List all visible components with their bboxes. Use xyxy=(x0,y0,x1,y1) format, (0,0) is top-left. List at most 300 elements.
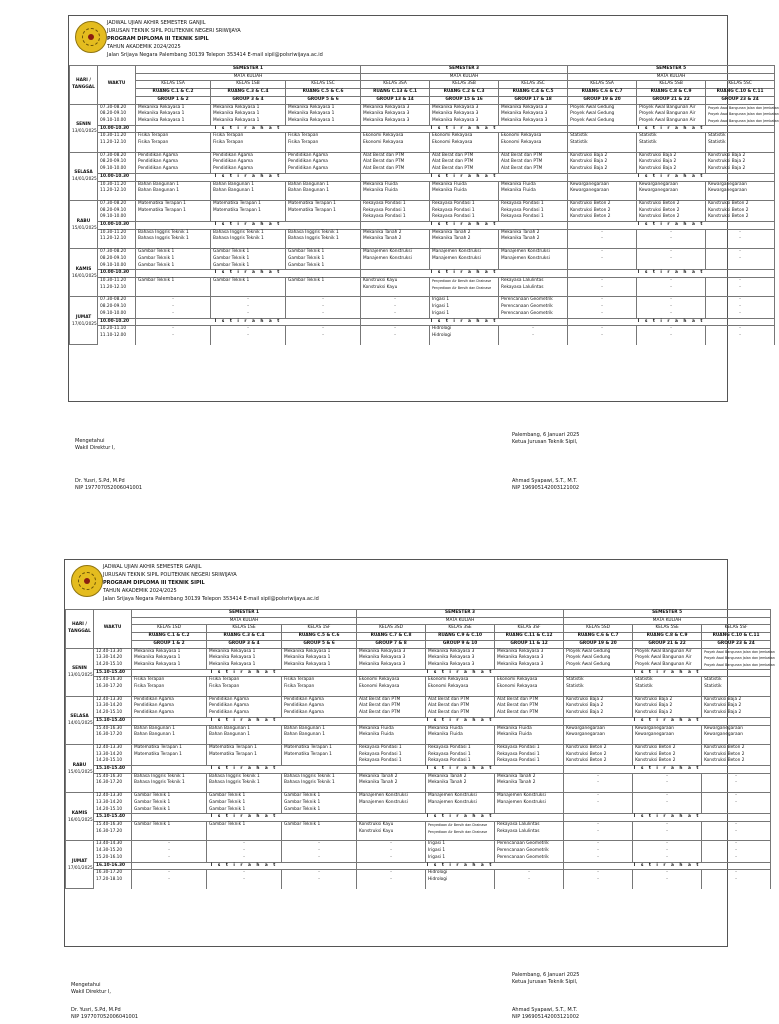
course-cell: - xyxy=(495,870,564,877)
course-cell: - xyxy=(564,877,633,884)
course-cell: Pendidikan Agama xyxy=(132,703,207,710)
course-cell: Konstruksi Kayu xyxy=(361,277,430,284)
course-cell: Alat Berat dan PTM xyxy=(499,166,568,173)
ruang-header: RUANG C.4 & C.5 xyxy=(499,89,568,97)
signature-right-name xyxy=(512,1007,579,1021)
ruang-header: RUANG C.2 & C.3 xyxy=(430,89,499,97)
course-cell: - xyxy=(702,821,771,828)
course-cell: Konstruksi Baja 2 xyxy=(633,696,702,703)
course-cell: Rekayasa Pondasi 1 xyxy=(430,200,499,207)
course-cell: - xyxy=(132,855,207,862)
course-cell: - xyxy=(211,311,286,318)
course-cell: Proyek Awal Gedung xyxy=(568,104,637,111)
schedule-row xyxy=(70,188,775,195)
course-cell: - xyxy=(207,848,282,855)
course-cell: Gambar Teknik 1 xyxy=(286,263,361,270)
kelas-header: KELAS 3SA xyxy=(361,81,430,89)
time-cell: 08.20-09.10 xyxy=(98,256,136,263)
break-time: 10.00-10.30 xyxy=(98,222,136,230)
kelas-header: KELAS 5SF xyxy=(702,625,771,633)
course-cell: Rekayasa Pondasi 1 xyxy=(426,744,495,751)
polsri-logo-icon xyxy=(71,565,103,597)
course-cell: Pendidikan Agama xyxy=(211,152,286,159)
semester-header: SEMESTER 1 xyxy=(136,66,361,74)
time-cell: 17.20-18.10 xyxy=(94,877,132,884)
course-cell: - xyxy=(568,285,637,292)
course-cell: Mekanika Rekayasa 3 xyxy=(361,104,430,111)
course-cell: - xyxy=(637,229,706,236)
schedule-row xyxy=(66,655,771,662)
course-cell: Proyek Awal Bangunan Jalan dan Jembatan xyxy=(706,118,775,125)
course-cell: Konstruksi Beton 2 xyxy=(702,752,771,759)
semester-header: SEMESTER 5 xyxy=(568,66,775,74)
course-cell: Alat Berat dan PTM xyxy=(361,159,430,166)
istirahat-row xyxy=(66,669,771,677)
break-time: 15.10-15.40 xyxy=(94,814,132,822)
time-cell: 09.10-10.00 xyxy=(98,118,136,125)
kelas-header: KELAS 1SF xyxy=(282,625,357,633)
spacer-cell xyxy=(207,884,282,889)
course-cell: - xyxy=(211,304,286,311)
course-cell: - xyxy=(282,848,357,855)
course-cell: - xyxy=(637,333,706,340)
header-line-1: JADWAL UJIAN AKHIR SEMESTER GANJIL xyxy=(103,564,202,570)
course-cell: Manajemen Konstruksi xyxy=(357,800,426,807)
time-cell: 15.20-16.10 xyxy=(94,855,132,862)
course-cell: Alat Berat dan PTM xyxy=(361,152,430,159)
course-cell: - xyxy=(357,855,426,862)
course-cell: - xyxy=(564,821,633,828)
time-cell: 16.30-17.20 xyxy=(94,829,132,836)
kelas-header: KELAS 3SC xyxy=(499,81,568,89)
course-cell: Perencanaan Geometrik xyxy=(495,848,564,855)
course-cell: Alat Berat dan PTM xyxy=(426,710,495,717)
day-date: 13/01/2025 xyxy=(68,673,93,679)
schedule-row xyxy=(66,684,771,691)
course-cell: Gambar Teknik 1 xyxy=(282,821,357,828)
course-cell: Konstruksi Baja 2 xyxy=(706,152,775,159)
course-cell: Mekanika Tanah 2 xyxy=(499,236,568,243)
wadir-name: Dr. Yusri, S.Pd, M.Pd xyxy=(71,1007,121,1013)
time-cell: 16.30-17.20 xyxy=(94,684,132,691)
course-cell: Statistik xyxy=(564,677,633,684)
group-header: GROUP 23 & 24 xyxy=(702,640,771,648)
course-cell: - xyxy=(706,326,775,333)
course-cell: Pendidikan Agama xyxy=(211,159,286,166)
course-cell: Pendidikan Agama xyxy=(207,696,282,703)
course-cell: Manajemen Konstruksi xyxy=(495,800,564,807)
course-cell: - xyxy=(361,333,430,340)
schedule-row xyxy=(66,829,771,836)
course-cell: Ekonomi Rekayasa xyxy=(495,677,564,684)
course-cell: Manajemen Konstruksi xyxy=(426,800,495,807)
course-cell: Konstruksi Beton 2 xyxy=(564,758,633,765)
course-cell: Pendidikan Agama xyxy=(282,703,357,710)
spacer-cell xyxy=(499,340,568,345)
time-cell: 14.20-15.10 xyxy=(94,710,132,717)
ruang-header: RUANG C.13 & C.1 xyxy=(361,89,430,97)
course-cell: Hidrologi xyxy=(426,870,495,877)
schedule-row xyxy=(66,744,771,751)
course-cell: Proyek Awal Gedung xyxy=(564,648,633,655)
course-cell xyxy=(286,214,361,221)
signature-right xyxy=(512,972,579,986)
course-cell: Mekanika Rekayasa 1 xyxy=(282,655,357,662)
course-cell: Konstruksi Baja 2 xyxy=(633,703,702,710)
spacer-cell xyxy=(132,884,207,889)
kelas-header: KELAS 1SB xyxy=(211,81,286,89)
day-name: RABU xyxy=(76,218,91,224)
day-date: 17/01/2025 xyxy=(68,865,93,871)
course-cell: Penyediaan Air Bersih dan Drainase xyxy=(430,277,499,284)
course-cell: Alat Berat dan PTM xyxy=(499,159,568,166)
course-cell: Mekanika Rekayasa 3 xyxy=(426,662,495,669)
day-cell xyxy=(66,696,94,744)
course-cell: Mekanika Rekayasa 3 xyxy=(426,655,495,662)
day-name: SELASA xyxy=(74,170,93,176)
course-cell: Konstruksi Baja 2 xyxy=(568,166,637,173)
course-cell: Gambar Teknik 1 xyxy=(282,800,357,807)
schedule-row xyxy=(70,249,775,256)
schedule-row xyxy=(70,297,775,304)
course-cell: Mekanika Rekayasa 1 xyxy=(136,111,211,118)
course-cell: Mekanika Rekayasa 1 xyxy=(286,104,361,111)
schedule-row xyxy=(70,111,775,118)
semester-header: SEMESTER 5 xyxy=(564,610,771,618)
istirahat-label: I s t i r a h a t xyxy=(564,814,771,822)
course-cell: Bahan Bangunan 1 xyxy=(282,732,357,739)
course-cell: Rekayasa Pondasi 1 xyxy=(430,208,499,215)
course-cell: - xyxy=(702,841,771,848)
day-cell xyxy=(70,152,98,200)
course-cell: Statistik xyxy=(706,133,775,140)
course-cell: Hidrologi xyxy=(430,326,499,333)
course-cell: Fisika Terapan xyxy=(207,684,282,691)
kelas-header: KELAS 5SC xyxy=(706,81,775,89)
day-cell xyxy=(66,793,94,841)
course-cell: Mekanika Rekayasa 1 xyxy=(282,662,357,669)
course-cell: Mekanika Tanah 2 xyxy=(361,229,430,236)
course-cell: Pendidikan Agama xyxy=(282,696,357,703)
kajur-title: Ketua Jurusan Teknik Sipil, xyxy=(512,439,578,445)
group-header: GROUP 3 & 4 xyxy=(207,640,282,648)
istirahat-row xyxy=(70,222,775,230)
spacer-cell xyxy=(98,340,136,345)
course-cell: - xyxy=(568,304,637,311)
course-cell: Proyek Awal Gedung xyxy=(564,655,633,662)
course-cell: Konstruksi Beton 2 xyxy=(702,744,771,751)
course-cell: - xyxy=(361,326,430,333)
istirahat-label: I s t i r a h a t xyxy=(132,669,357,677)
kajur-nip: NIP 196905142003121002 xyxy=(512,485,580,491)
course-cell: Mekanika Rekayasa 3 xyxy=(361,111,430,118)
course-cell: Statistik xyxy=(706,140,775,147)
time-cell: 16.30-17.20 xyxy=(94,870,132,877)
course-cell: Rekayasa Pondasi 1 xyxy=(426,758,495,765)
course-cell: Statistik xyxy=(564,684,633,691)
course-cell: - xyxy=(132,877,207,884)
course-cell: - xyxy=(132,841,207,848)
istirahat-label: I s t i r a h a t xyxy=(132,717,357,725)
schedule-row xyxy=(70,140,775,147)
day-date: 17/01/2025 xyxy=(72,321,97,327)
course-cell: Mekanika Fluida xyxy=(495,732,564,739)
course-cell: Alat Berat dan PTM xyxy=(357,696,426,703)
course-cell: Konstruksi Beton 2 xyxy=(702,758,771,765)
schedule-row xyxy=(66,877,771,884)
course-cell xyxy=(211,214,286,221)
course-cell xyxy=(286,285,361,292)
course-cell: Mekanika Fluida xyxy=(357,725,426,732)
course-cell: Penyediaan Air Bersih dan Drainase xyxy=(430,285,499,292)
day-cell xyxy=(70,297,98,345)
course-cell: Konstruksi Beton 2 xyxy=(706,200,775,207)
course-cell: Mekanika Rekayasa 1 xyxy=(211,111,286,118)
istirahat-row xyxy=(70,173,775,181)
course-cell: - xyxy=(637,249,706,256)
course-cell: - xyxy=(633,793,702,800)
ruang-header: RUANG C.8 & C.9 xyxy=(637,89,706,97)
course-cell: Fisika Terapan xyxy=(286,140,361,147)
course-cell: Gambar Teknik 1 xyxy=(132,800,207,807)
course-cell: Ekonomi Rekayasa xyxy=(357,677,426,684)
course-cell: Mekanika Rekayasa 3 xyxy=(430,118,499,125)
time-cell: 12.40-13.30 xyxy=(94,696,132,703)
course-cell: - xyxy=(568,311,637,318)
course-cell: - xyxy=(633,773,702,780)
course-cell: Kewarganegaraan xyxy=(637,188,706,195)
course-cell: - xyxy=(706,311,775,318)
group-header: GROUP 13 & 14 xyxy=(361,96,430,104)
course-cell: Rekayasa Pondasi 1 xyxy=(499,214,568,221)
course-cell: Alat Berat dan PTM xyxy=(426,696,495,703)
ruang-header: RUANG C.3 & C.4 xyxy=(207,633,282,641)
course-cell: Mekanika Fluida xyxy=(495,725,564,732)
day-cell xyxy=(70,200,98,248)
day-name: SENIN xyxy=(72,666,87,672)
tanggal-label: TANGGAL xyxy=(68,628,91,634)
course-cell: - xyxy=(637,326,706,333)
signature-left xyxy=(75,438,115,452)
day-cell xyxy=(70,104,98,152)
course-cell xyxy=(706,263,775,270)
course-cell: Pendidikan Agama xyxy=(211,166,286,173)
spacer-cell xyxy=(568,340,637,345)
schedule-row xyxy=(66,662,771,669)
spacer-cell xyxy=(357,884,426,889)
day-name: SELASA xyxy=(70,714,89,720)
course-cell: - xyxy=(361,304,430,311)
schedule-row xyxy=(66,758,771,765)
spacer-cell xyxy=(637,340,706,345)
course-cell: - xyxy=(702,829,771,836)
time-cell: 14.20-15.10 xyxy=(94,758,132,765)
semester-header: SEMESTER 3 xyxy=(361,66,568,74)
course-cell: Proyek Awal Gedung xyxy=(568,118,637,125)
course-cell: Mekanika Tanah 2 xyxy=(426,773,495,780)
course-cell: Konstruksi Baja 2 xyxy=(702,703,771,710)
kelas-header: KELAS 5SB xyxy=(637,81,706,89)
course-cell: Perencanaan Geometrik xyxy=(495,841,564,848)
course-cell: Gambar Teknik 1 xyxy=(136,249,211,256)
course-cell: Konstruksi Beton 2 xyxy=(568,214,637,221)
time-cell: 15.40-16.30 xyxy=(94,773,132,780)
course-cell: Bahasa Inggris Teknik 1 xyxy=(207,780,282,787)
spacer-cell xyxy=(361,340,430,345)
course-cell: Mekanika Rekayasa 1 xyxy=(136,104,211,111)
group-header: GROUP 23 & 24 xyxy=(706,96,775,104)
spacer-cell xyxy=(706,340,775,345)
spacer-cell xyxy=(94,884,132,889)
schedule-row xyxy=(70,277,775,284)
break-time: 10.00-10.30 xyxy=(98,173,136,181)
course-cell: - xyxy=(136,311,211,318)
course-cell: - xyxy=(568,236,637,243)
schedule-row xyxy=(66,710,771,717)
schedule-row xyxy=(66,855,771,862)
course-cell: Bahan Bangunan 1 xyxy=(211,188,286,195)
course-cell: Bahan Bangunan 1 xyxy=(286,181,361,188)
course-cell xyxy=(702,807,771,814)
course-cell: Mekanika Tanah 2 xyxy=(357,780,426,787)
header-line-2: JURUSAN TEKNIK SIPIL POLITEKNIK NEGERI SRIWIJAYA xyxy=(103,572,237,578)
course-cell xyxy=(132,758,207,765)
spacer-cell xyxy=(282,884,357,889)
time-cell: 12.40-13.30 xyxy=(94,648,132,655)
course-cell: Bahasa Inggris Teknik 1 xyxy=(132,773,207,780)
course-cell: Mekanika Tanah 2 xyxy=(430,236,499,243)
tanggal-label: TANGGAL xyxy=(72,84,95,90)
course-cell: Konstruksi Beton 2 xyxy=(564,752,633,759)
istirahat-row xyxy=(70,125,775,133)
course-cell: Irigasi 1 xyxy=(430,304,499,311)
course-cell: - xyxy=(706,249,775,256)
course-cell: Alat Berat dan PTM xyxy=(430,159,499,166)
course-cell: Rekayasa Pondasi 1 xyxy=(357,758,426,765)
course-cell: Mekanika Tanah 2 xyxy=(357,773,426,780)
schedule-row xyxy=(70,333,775,340)
place-date: Palembang, 6 Januari 2025 xyxy=(512,972,580,978)
schedule-frame xyxy=(68,15,779,402)
course-cell: - xyxy=(633,870,702,877)
day-name: RABU xyxy=(72,762,87,768)
day-date: 16/01/2025 xyxy=(68,817,93,823)
istirahat-label: I s t i r a h a t xyxy=(568,270,775,278)
course-cell: Mekanika Rekayasa 1 xyxy=(207,662,282,669)
time-cell: 07.30-08.20 xyxy=(98,249,136,256)
time-cell: 07.30-08.20 xyxy=(98,297,136,304)
polsri-logo-icon xyxy=(75,21,107,53)
course-cell: Mekanika Fluida xyxy=(426,732,495,739)
course-cell: Rekayasa Pondasi 1 xyxy=(361,200,430,207)
course-cell: - xyxy=(357,877,426,884)
course-cell: Alat Berat dan PTM xyxy=(499,152,568,159)
course-cell xyxy=(637,263,706,270)
schedule-row xyxy=(66,677,771,684)
ruang-header: RUANG C.7 & C.8 xyxy=(357,633,426,641)
course-cell: Rekayasa Pondasi 1 xyxy=(361,214,430,221)
time-cell: 12.40-13.30 xyxy=(94,793,132,800)
day-date: 13/01/2025 xyxy=(72,129,97,135)
course-cell: - xyxy=(286,311,361,318)
course-cell: Pendidikan Agama xyxy=(207,703,282,710)
course-cell: - xyxy=(207,877,282,884)
hari-tanggal-header xyxy=(70,66,98,105)
course-cell: Statistik xyxy=(637,140,706,147)
course-cell: - xyxy=(282,841,357,848)
course-cell: Matematika Terapan 1 xyxy=(286,200,361,207)
course-cell: Mekanika Rekayasa 1 xyxy=(136,118,211,125)
course-cell: Konstruksi Baja 2 xyxy=(637,152,706,159)
kelas-header: KELAS 1SD xyxy=(132,625,207,633)
course-cell: Pendidikan Agama xyxy=(286,166,361,173)
course-cell: Mekanika Rekayasa 1 xyxy=(286,118,361,125)
kelas-header: KELAS 1SA xyxy=(136,81,211,89)
course-cell: Irigasi 1 xyxy=(426,848,495,855)
course-cell: Fisika Terapan xyxy=(282,677,357,684)
schedule-table xyxy=(65,609,775,889)
kelas-header: KELAS 5SD xyxy=(564,625,633,633)
course-cell: - xyxy=(702,877,771,884)
group-header: GROUP 19 & 20 xyxy=(564,640,633,648)
semester-header: SEMESTER 1 xyxy=(132,610,357,618)
hari-label: HARI / xyxy=(72,622,87,628)
course-cell: Matematika Terapan 1 xyxy=(136,208,211,215)
group-header: GROUP 5 & 6 xyxy=(282,640,357,648)
course-cell: Matematika Terapan 1 xyxy=(211,208,286,215)
course-cell: Konstruksi Baja 2 xyxy=(702,696,771,703)
schedule-row xyxy=(70,118,775,125)
course-cell: - xyxy=(136,333,211,340)
course-cell: Mekanika Rekayasa 3 xyxy=(357,662,426,669)
course-cell: Matematika Terapan 1 xyxy=(282,752,357,759)
course-cell: Mekanika Rekayasa 1 xyxy=(132,662,207,669)
course-cell: Mekanika Fluida xyxy=(357,732,426,739)
course-cell: - xyxy=(637,297,706,304)
course-cell: - xyxy=(637,256,706,263)
course-cell: Fisika Terapan xyxy=(282,684,357,691)
course-cell: Konstruksi Baja 2 xyxy=(568,152,637,159)
course-cell: Perencanaan Geometrik xyxy=(499,297,568,304)
schedule-sheet-morning xyxy=(0,0,779,505)
course-cell: Pendidikan Agama xyxy=(207,710,282,717)
time-cell: 10.30-11.20 xyxy=(98,181,136,188)
course-cell: Penyediaan Air Bersih dan Drainase xyxy=(426,821,495,828)
course-cell xyxy=(564,807,633,814)
time-cell: 14.20-15.10 xyxy=(94,807,132,814)
course-cell: Statistik xyxy=(568,133,637,140)
day-date: 14/01/2025 xyxy=(68,721,93,727)
course-cell: Mekanika Rekayasa 1 xyxy=(132,648,207,655)
break-time: 16.10-16.30 xyxy=(94,862,132,870)
course-cell: - xyxy=(564,800,633,807)
course-cell: Gambar Teknik 1 xyxy=(286,256,361,263)
course-cell: Manajemen Konstruksi xyxy=(361,249,430,256)
course-cell: Mekanika Rekayasa 3 xyxy=(499,104,568,111)
course-cell: Mekanika Rekayasa 3 xyxy=(430,104,499,111)
signature-right xyxy=(512,432,579,446)
schedule-row xyxy=(66,841,771,848)
course-cell: Rekayasa Lalulintas xyxy=(499,277,568,284)
schedule-row xyxy=(70,311,775,318)
course-cell: - xyxy=(564,780,633,787)
time-cell: 14.30-15.20 xyxy=(94,848,132,855)
course-cell: Rekayasa Pondasi 1 xyxy=(357,744,426,751)
istirahat-label: I s t i r a h a t xyxy=(361,173,568,181)
time-cell: 16.30-17.20 xyxy=(94,732,132,739)
course-cell: Bahasa Inggris Teknik 1 xyxy=(207,773,282,780)
schedule-row xyxy=(66,732,771,739)
